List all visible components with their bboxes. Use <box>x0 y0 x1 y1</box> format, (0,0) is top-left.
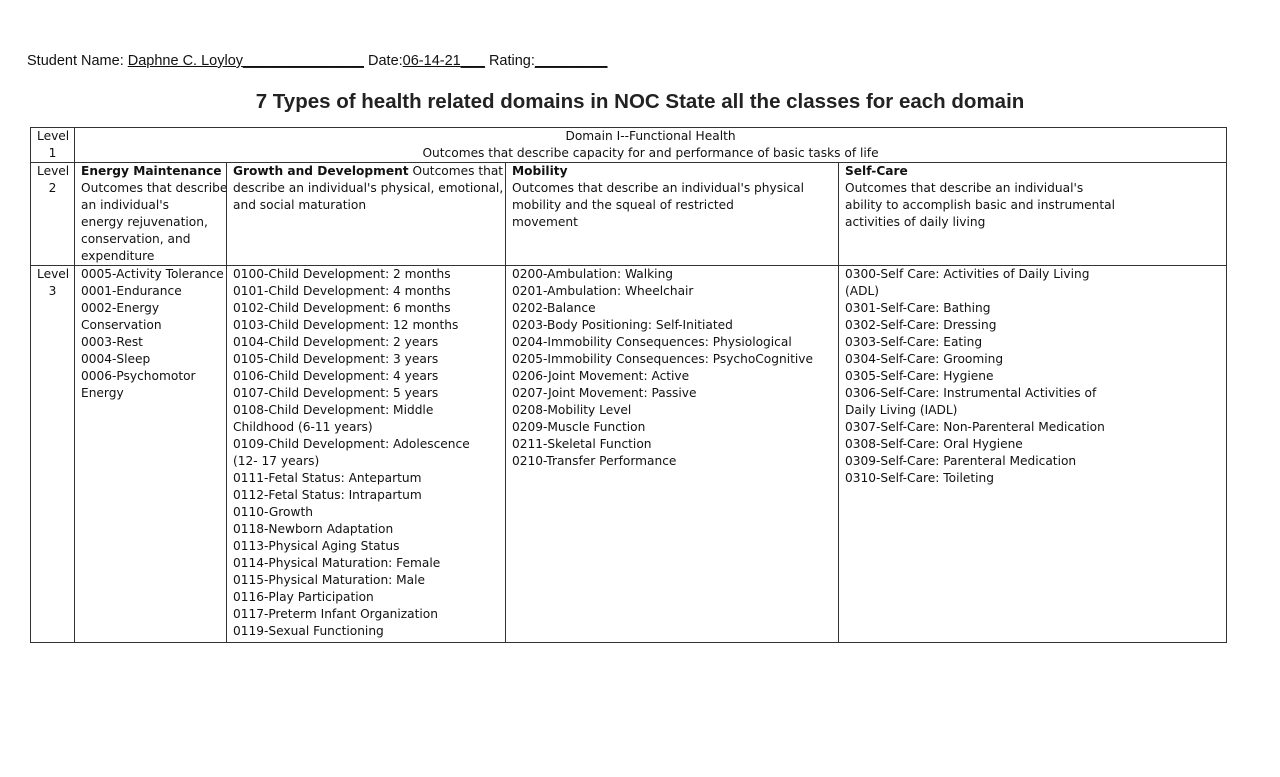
outcome-item: (12- 17 years) <box>233 454 320 468</box>
outcome-item: 0109-Child Development: Adolescence <box>233 437 470 451</box>
outcome-item: 0207-Joint Movement: Passive <box>512 386 697 400</box>
outcome-item: 0307-Self-Care: Non-Parenteral Medication <box>845 420 1105 434</box>
outcome-item: 0115-Physical Maturation: Male <box>233 573 426 587</box>
outcome-item: 0310-Self-Care: Toileting <box>845 471 994 485</box>
outcome-item: Conservation <box>81 318 162 332</box>
outcome-item: 0002-Energy <box>81 301 160 315</box>
outcome-item: Daily Living (IADL) <box>845 403 958 417</box>
class-name: Self-Care <box>845 164 908 178</box>
outcome-item: 0003-Rest <box>81 335 143 349</box>
level-1-row <box>31 128 1227 163</box>
outcomes-growth-development <box>227 266 506 643</box>
class-description-line: mobility and the squeal of restricted <box>512 198 734 212</box>
outcome-item: 0111-Fetal Status: Antepartum <box>233 471 422 485</box>
class-growth-development: Growth and Development Outcomes that describe an individual's physical, emotional, and social maturation <box>227 163 506 266</box>
domain-cell <box>75 128 1227 163</box>
outcome-item: 0112-Fetal Status: Intrapartum <box>233 488 422 502</box>
outcome-item: 0204-Immobility Consequences: Physiological <box>512 335 792 349</box>
outcome-item: 0116-Play Participation <box>233 590 374 604</box>
outcome-item: 0308-Self-Care: Oral Hygiene <box>845 437 1023 451</box>
outcome-item: 0005-Activity Tolerance <box>81 267 224 281</box>
student-name-value: Daphne C. Loyloy <box>127 53 244 69</box>
outcome-item: 0305-Self-Care: Hygiene <box>845 369 994 383</box>
class-name: Energy Maintenance <box>81 164 222 178</box>
outcome-item: 0211-Skeletal Function <box>512 437 652 451</box>
outcome-item: 0004-Sleep <box>81 352 151 366</box>
outcome-item: 0107-Child Development: 5 years <box>233 386 439 400</box>
level-3-row <box>31 266 1227 643</box>
outcome-item: 0104-Child Development: 2 years <box>233 335 439 349</box>
outcome-item: 0103-Child Development: 12 months <box>233 318 459 332</box>
outcome-item: Energy <box>81 386 124 400</box>
outcome-item: 0209-Muscle Function <box>512 420 646 434</box>
outcome-item: 0201-Ambulation: Wheelchair <box>512 284 694 298</box>
outcomes-energy-maintenance <box>75 266 227 643</box>
noc-domain-table <box>30 127 1227 643</box>
outcome-item: 0203-Body Positioning: Self-Initiated <box>512 318 733 332</box>
outcome-item: 0108-Child Development: Middle <box>233 403 434 417</box>
class-description-line: an individual's <box>81 198 169 212</box>
class-description-line: ability to accomplish basic and instrumental <box>845 198 1116 212</box>
outcome-item: 0309-Self-Care: Parenteral Medication <box>845 454 1077 468</box>
outcome-item: 0118-Newborn Adaptation <box>233 522 394 536</box>
outcome-item: 0301-Self-Care: Bathing <box>845 301 991 315</box>
class-description-line: and social maturation <box>233 198 367 212</box>
rating-blank: _________ <box>534 53 608 69</box>
outcome-item: 0114-Physical Maturation: Female <box>233 556 441 570</box>
outcome-item: 0200-Ambulation: Walking <box>512 267 674 281</box>
level-1-label: Level 1 <box>31 128 75 163</box>
outcome-item: 0113-Physical Aging Status <box>233 539 400 553</box>
rating-label: Rating: <box>484 53 535 69</box>
outcome-item: 0202-Balance <box>512 301 596 315</box>
outcome-item: 0300-Self Care: Activities of Daily Living <box>845 267 1090 281</box>
outcome-item: 0117-Preterm Infant Organization <box>233 607 438 621</box>
outcome-item: (ADL) <box>845 284 880 298</box>
level-2-row <box>31 163 1227 266</box>
date-value: 06-14-21 <box>402 53 461 69</box>
date-blank: ___ <box>460 53 485 69</box>
class-description-line: Outcomes that describe <box>81 181 228 195</box>
class-mobility <box>506 163 839 266</box>
outcome-item: 0102-Child Development: 6 months <box>233 301 451 315</box>
date-label: Date: <box>363 53 403 69</box>
outcome-item: 0106-Child Development: 4 years <box>233 369 439 383</box>
outcome-item: 0306-Self-Care: Instrumental Activities of <box>845 386 1097 400</box>
domain-description: Outcomes that describe capacity for and performance of basic tasks of life <box>422 146 879 160</box>
outcome-item: 0100-Child Development: 2 months <box>233 267 451 281</box>
outcome-item: 0110-Growth <box>233 505 313 519</box>
outcome-item: 0302-Self-Care: Dressing <box>845 318 997 332</box>
outcomes-self-care <box>839 266 1227 643</box>
outcome-item: 0205-Immobility Consequences: PsychoCognitive <box>512 352 813 366</box>
class-description-line: movement <box>512 215 578 229</box>
outcome-item: 0105-Child Development: 3 years <box>233 352 439 366</box>
student-info-line <box>27 53 607 69</box>
class-name: Growth and Development <box>233 164 409 178</box>
class-description-line: conservation, and <box>81 232 191 246</box>
outcome-item: 0304-Self-Care: Grooming <box>845 352 1004 366</box>
student-name-blank: _______________ <box>243 53 364 69</box>
class-description-line: energy rejuvenation, <box>81 215 208 229</box>
domain-title: Domain I--Functional Health <box>565 129 736 143</box>
page-title: 7 Types of health related domains in NOC State all the classes for each domain <box>255 90 1025 113</box>
class-description-line: activities of daily living <box>845 215 986 229</box>
outcomes-mobility <box>506 266 839 643</box>
class-description-line: expenditure <box>81 249 155 263</box>
level-3-label: Level 3 <box>31 266 75 643</box>
level-2-label: Level 2 <box>31 163 75 266</box>
class-description-line: Outcomes that describe an individual's physical <box>512 181 805 195</box>
student-name-label: Student Name: <box>27 53 128 69</box>
outcome-item: 0210-Transfer Performance <box>512 454 677 468</box>
class-description-line: describe an individual's physical, emotional, <box>233 181 504 195</box>
outcome-item: Childhood (6-11 years) <box>233 420 373 434</box>
outcome-item: 0001-Endurance <box>81 284 182 298</box>
outcome-item: 0208-Mobility Level <box>512 403 632 417</box>
outcome-item: 0206-Joint Movement: Active <box>512 369 690 383</box>
class-description-line: Outcomes that describe an individual's <box>845 181 1084 195</box>
outcome-item: 0101-Child Development: 4 months <box>233 284 451 298</box>
outcome-item: 0303-Self-Care: Eating <box>845 335 983 349</box>
outcome-item: 0006-Psychomotor <box>81 369 196 383</box>
outcome-item: 0119-Sexual Functioning <box>233 624 384 638</box>
class-energy-maintenance <box>75 163 227 266</box>
class-name: Mobility <box>512 164 568 178</box>
class-self-care <box>839 163 1227 266</box>
